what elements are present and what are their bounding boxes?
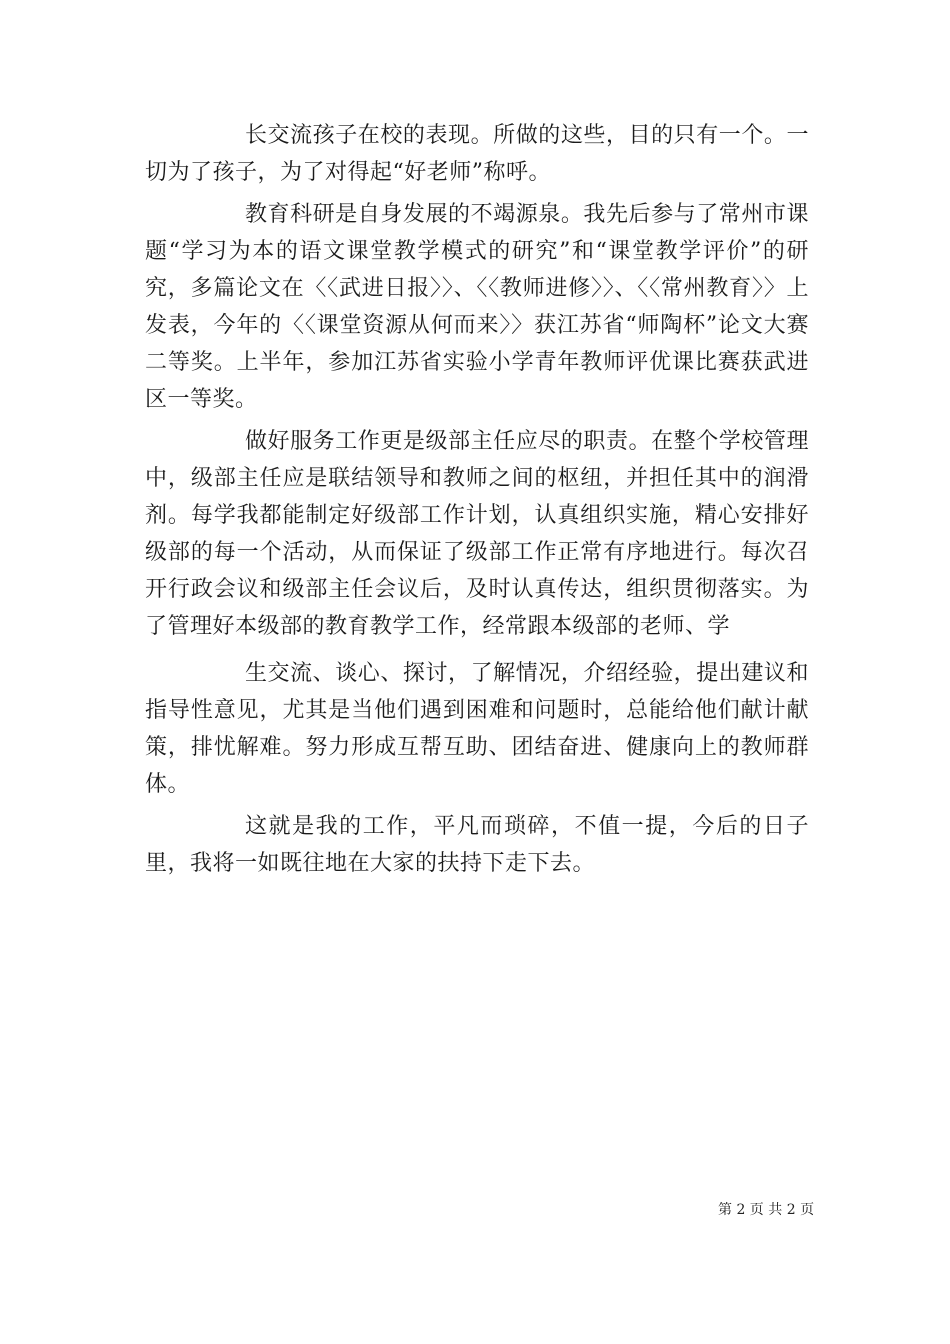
paragraph-2: 教育科研是自身发展的不竭源泉。我先后参与了常州市课题“学习为本的语文课堂教学模式的研究”和“课堂教学评价”的研究，多篇论文在〈〈武进日报〉〉、〈〈教师进修〉〉、〈〈常州教育〉〉上发表，今年的〈〈课堂资源从何而来〉〉获江苏省“师陶杯”论文大赛二等奖。上半年，参加江苏省实验小学青年教师评优课比赛获武进区一等奖。 xyxy=(145,202,809,412)
page-number-footer: 第 2 页 共 2 页 xyxy=(718,1202,815,1218)
document-body xyxy=(145,117,809,882)
paragraph-3: 做好服务工作更是级部主任应尽的职责。在整个学校管理中，级部主任应是联结领导和教师之间的枢纽，并担任其中的润滑剂。每学我都能制定好级部工作计划，认真组织实施，精心安排好级部的每一个活动，从而保证了级部工作正常有序地进行。每次召开行政会议和级部主任会议后，及时认真传达，组织贯彻落实。为了管理好本级部的教育教学工作，经常跟本级部的老师、学 xyxy=(145,429,809,639)
paragraph-5: 这就是我的工作，平凡而琐碎，不值一提，今后的日子里，我将一如既往地在大家的扶持下走下去。 xyxy=(145,814,809,876)
paragraph-4: 生交流、谈心、探讨，了解情况，介绍经验，提出建议和指导性意见，尤其是当他们遇到困难和问题时，总能给他们献计献策，排忧解难。努力形成互帮互助、团结奋进、健康向上的教师群体。 xyxy=(145,661,809,797)
paragraph-1: 长交流孩子在校的表现。所做的这些，目的只有一个。一切为了孩子，为了对得起“好老师”称呼。 xyxy=(145,123,809,185)
